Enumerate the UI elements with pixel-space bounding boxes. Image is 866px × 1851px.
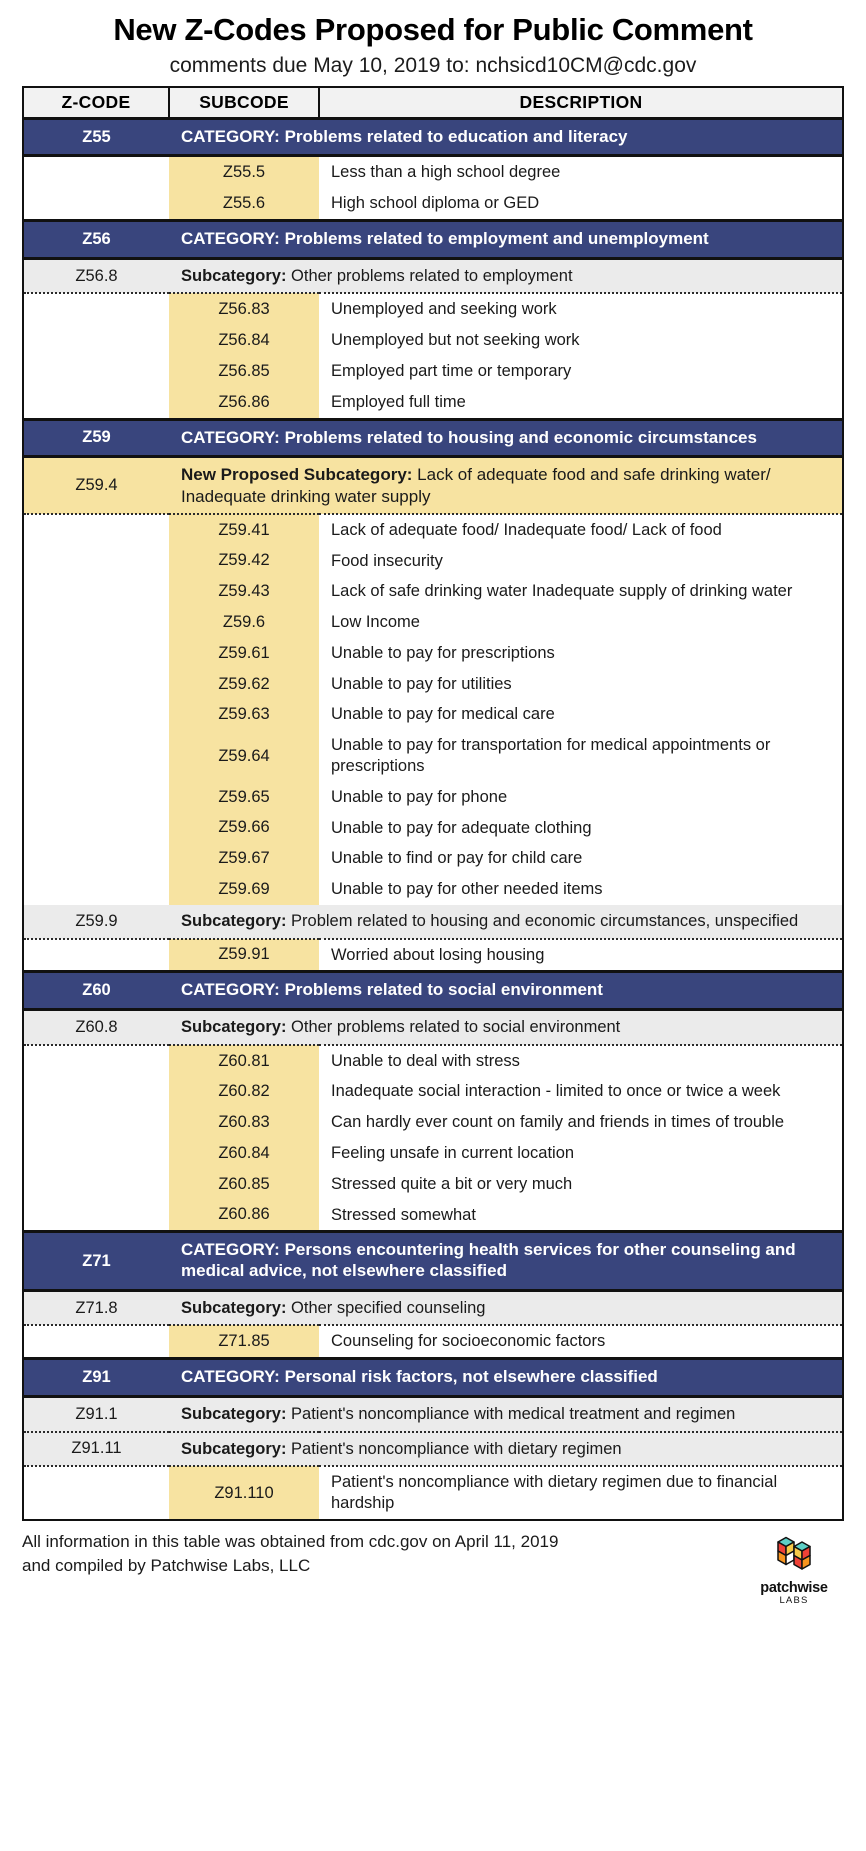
- code-zcode: [23, 939, 169, 972]
- footer: [22, 1521, 844, 1606]
- column-header-subcode: SUBCODE: [169, 87, 319, 118]
- category-row: [23, 221, 843, 259]
- code-row: [23, 669, 843, 700]
- code-subcode: Z59.62: [169, 669, 319, 700]
- code-zcode: [23, 325, 169, 356]
- code-description: Unable to pay for phone: [319, 782, 843, 813]
- category-description: CATEGORY: Personal risk factors, not elsewhere classified: [169, 1359, 843, 1397]
- category-zcode: Z91: [23, 1359, 169, 1397]
- code-zcode: [23, 843, 169, 874]
- subcategory-label: Subcategory:: [181, 911, 287, 930]
- code-description: Unable to pay for adequate clothing: [319, 813, 843, 844]
- code-row: [23, 874, 843, 905]
- code-zcode: [23, 293, 169, 325]
- category-label: CATEGORY:: [181, 980, 280, 1000]
- code-description: Employed full time: [319, 387, 843, 419]
- code-zcode: [23, 514, 169, 546]
- code-subcode: Z55.5: [169, 156, 319, 188]
- code-zcode: [23, 356, 169, 387]
- category-zcode: Z60: [23, 972, 169, 1010]
- code-zcode: [23, 1200, 169, 1232]
- subcategory-row: [23, 1290, 843, 1325]
- code-subcode: Z60.83: [169, 1107, 319, 1138]
- code-description: Counseling for socioeconomic factors: [319, 1325, 843, 1358]
- subcategory-description: New Proposed Subcategory: Lack of adequate food and safe drinking water/ Inadequate drinking water supply: [169, 457, 843, 514]
- code-row: [23, 387, 843, 419]
- category-description: CATEGORY: Problems related to housing and economic circumstances: [169, 419, 843, 457]
- category-zcode: Z59: [23, 419, 169, 457]
- code-row: [23, 1107, 843, 1138]
- code-subcode: Z55.6: [169, 188, 319, 220]
- subcategory-row: [23, 258, 843, 293]
- code-row: [23, 1169, 843, 1200]
- code-row: [23, 730, 843, 782]
- code-description: Feeling unsafe in current location: [319, 1138, 843, 1169]
- code-zcode: [23, 874, 169, 905]
- table-header-row: [23, 87, 843, 118]
- subcategory-label: Subcategory:: [181, 1439, 287, 1458]
- zcodes-table: [22, 86, 844, 1521]
- code-zcode: [23, 156, 169, 188]
- code-row: [23, 546, 843, 577]
- code-description: Less than a high school degree: [319, 156, 843, 188]
- code-description: Low Income: [319, 607, 843, 638]
- patchwise-cubes-icon: [771, 1532, 817, 1574]
- code-zcode: [23, 1107, 169, 1138]
- code-zcode: [23, 813, 169, 844]
- subcategory-zcode: Z60.8: [23, 1010, 169, 1045]
- category-row: [23, 1232, 843, 1290]
- code-zcode: [23, 188, 169, 220]
- subcategory-description: Subcategory: Other problems related to employment: [169, 258, 843, 293]
- code-zcode: [23, 1138, 169, 1169]
- code-zcode: [23, 576, 169, 607]
- category-label: CATEGORY:: [181, 126, 280, 146]
- category-zcode: Z55: [23, 118, 169, 156]
- subcategory-zcode: Z59.9: [23, 905, 169, 939]
- subcategory-row: [23, 457, 843, 514]
- subcategory-zcode: Z91.11: [23, 1432, 169, 1467]
- code-subcode: Z60.81: [169, 1045, 319, 1077]
- category-row: [23, 1359, 843, 1397]
- code-description: Can hardly ever count on family and friends in times of trouble: [319, 1107, 843, 1138]
- code-subcode: Z59.67: [169, 843, 319, 874]
- code-row: [23, 1466, 843, 1520]
- column-header-zcode: Z-CODE: [23, 87, 169, 118]
- code-zcode: [23, 607, 169, 638]
- subcategory-description: Subcategory: Patient's noncompliance with dietary regimen: [169, 1432, 843, 1467]
- page-title: New Z-Codes Proposed for Public Comment: [113, 12, 753, 47]
- subcategory-zcode: Z71.8: [23, 1290, 169, 1325]
- footer-note-line1: All information in this table was obtained from cdc.gov on April 11, 2019: [22, 1531, 559, 1551]
- code-subcode: Z56.83: [169, 293, 319, 325]
- code-row: [23, 1200, 843, 1232]
- subcategory-description: Subcategory: Patient's noncompliance with medical treatment and regimen: [169, 1396, 843, 1431]
- logo-wordmark: patchwise: [760, 1579, 828, 1596]
- code-zcode: [23, 1466, 169, 1520]
- category-zcode: Z56: [23, 221, 169, 259]
- code-row: [23, 1138, 843, 1169]
- code-subcode: Z71.85: [169, 1325, 319, 1358]
- page-subtitle: comments due May 10, 2019 to: nchsicd10CM@cdc.gov: [169, 54, 697, 78]
- code-row: [23, 1325, 843, 1358]
- code-row: [23, 1076, 843, 1107]
- subcategory-zcode: Z56.8: [23, 258, 169, 293]
- code-row: [23, 939, 843, 972]
- code-row: [23, 607, 843, 638]
- footer-note: [22, 1530, 558, 1579]
- category-row: [23, 972, 843, 1010]
- code-zcode: [23, 1045, 169, 1077]
- code-zcode: [23, 546, 169, 577]
- code-subcode: Z60.84: [169, 1138, 319, 1169]
- code-subcode: Z59.91: [169, 939, 319, 972]
- code-row: [23, 325, 843, 356]
- code-row: [23, 156, 843, 188]
- code-subcode: Z59.61: [169, 638, 319, 669]
- code-subcode: Z60.86: [169, 1200, 319, 1232]
- code-description: Lack of safe drinking water Inadequate supply of drinking water: [319, 576, 843, 607]
- code-subcode: Z59.42: [169, 546, 319, 577]
- code-row: [23, 576, 843, 607]
- code-description: Unemployed and seeking work: [319, 293, 843, 325]
- code-subcode: Z56.86: [169, 387, 319, 419]
- patchwise-logo: [748, 1530, 844, 1606]
- code-zcode: [23, 782, 169, 813]
- subcategory-row: [23, 1432, 843, 1467]
- table-body: [23, 118, 843, 1520]
- code-description: Lack of adequate food/ Inadequate food/ Lack of food: [319, 514, 843, 546]
- code-subcode: Z56.84: [169, 325, 319, 356]
- code-zcode: [23, 669, 169, 700]
- subcategory-label: Subcategory:: [181, 1018, 287, 1037]
- category-description: CATEGORY: Persons encountering health services for other counseling and medical advice, not elsewhere classified: [169, 1232, 843, 1290]
- code-subcode: Z59.63: [169, 699, 319, 730]
- code-row: [23, 1045, 843, 1077]
- code-row: [23, 699, 843, 730]
- code-description: Worried about losing housing: [319, 939, 843, 972]
- subcategory-label: Subcategory:: [181, 1298, 287, 1317]
- code-subcode: Z59.66: [169, 813, 319, 844]
- code-zcode: [23, 387, 169, 419]
- code-subcode: Z60.85: [169, 1169, 319, 1200]
- code-zcode: [23, 699, 169, 730]
- code-zcode: [23, 1169, 169, 1200]
- code-subcode: Z59.41: [169, 514, 319, 546]
- code-description: Inadequate social interaction - limited to once or twice a week: [319, 1076, 843, 1107]
- code-subcode: Z59.43: [169, 576, 319, 607]
- category-row: [23, 419, 843, 457]
- column-header-description: DESCRIPTION: [319, 87, 843, 118]
- code-subcode: Z56.85: [169, 356, 319, 387]
- code-zcode: [23, 1325, 169, 1358]
- code-description: Patient's noncompliance with dietary regimen due to financial hardship: [319, 1466, 843, 1520]
- code-row: [23, 356, 843, 387]
- code-description: Unable to pay for other needed items: [319, 874, 843, 905]
- code-description: Food insecurity: [319, 546, 843, 577]
- category-label: CATEGORY:: [181, 427, 280, 447]
- code-description: Unable to find or pay for child care: [319, 843, 843, 874]
- code-zcode: [23, 730, 169, 782]
- code-row: [23, 813, 843, 844]
- code-description: Unable to pay for prescriptions: [319, 638, 843, 669]
- code-row: [23, 638, 843, 669]
- code-row: [23, 843, 843, 874]
- subcategory-label: Subcategory:: [181, 1404, 287, 1423]
- code-subcode: Z59.64: [169, 730, 319, 782]
- code-description: High school diploma or GED: [319, 188, 843, 220]
- category-label: CATEGORY:: [181, 1240, 280, 1260]
- logo-subtext: LABS: [779, 1594, 809, 1606]
- subcategory-row: [23, 1010, 843, 1045]
- code-description: Unable to pay for transportation for medical appointments or prescriptions: [319, 730, 843, 782]
- category-label: CATEGORY:: [181, 229, 280, 249]
- code-subcode: Z59.65: [169, 782, 319, 813]
- subcategory-description: Subcategory: Other specified counseling: [169, 1290, 843, 1325]
- subcategory-description: Subcategory: Other problems related to social environment: [169, 1010, 843, 1045]
- subcategory-zcode: Z59.4: [23, 457, 169, 514]
- code-row: [23, 188, 843, 220]
- code-row: [23, 293, 843, 325]
- category-description: CATEGORY: Problems related to social environment: [169, 972, 843, 1010]
- subcategory-description: Subcategory: Problem related to housing and economic circumstances, unspecified: [169, 905, 843, 939]
- code-subcode: Z59.6: [169, 607, 319, 638]
- code-subcode: Z60.82: [169, 1076, 319, 1107]
- code-subcode: Z91.110: [169, 1466, 319, 1520]
- category-description: CATEGORY: Problems related to employment and unemployment: [169, 221, 843, 259]
- category-description: CATEGORY: Problems related to education and literacy: [169, 118, 843, 156]
- code-description: Stressed quite a bit or very much: [319, 1169, 843, 1200]
- code-zcode: [23, 638, 169, 669]
- code-description: Stressed somewhat: [319, 1200, 843, 1232]
- category-label: CATEGORY:: [181, 1367, 280, 1387]
- subcategory-label: New Proposed Subcategory:: [181, 465, 413, 485]
- category-row: [23, 118, 843, 156]
- subcategory-row: [23, 905, 843, 939]
- code-row: [23, 514, 843, 546]
- code-description: Unable to pay for medical care: [319, 699, 843, 730]
- subcategory-row: [23, 1396, 843, 1431]
- code-description: Unable to pay for utilities: [319, 669, 843, 700]
- subcategory-label: Subcategory:: [181, 266, 287, 285]
- code-description: Unable to deal with stress: [319, 1045, 843, 1077]
- code-description: Unemployed but not seeking work: [319, 325, 843, 356]
- code-row: [23, 782, 843, 813]
- code-zcode: [23, 1076, 169, 1107]
- category-zcode: Z71: [23, 1232, 169, 1290]
- code-description: Employed part time or temporary: [319, 356, 843, 387]
- code-subcode: Z59.69: [169, 874, 319, 905]
- footer-note-line2: and compiled by Patchwise Labs, LLC: [22, 1556, 311, 1576]
- subcategory-zcode: Z91.1: [23, 1396, 169, 1431]
